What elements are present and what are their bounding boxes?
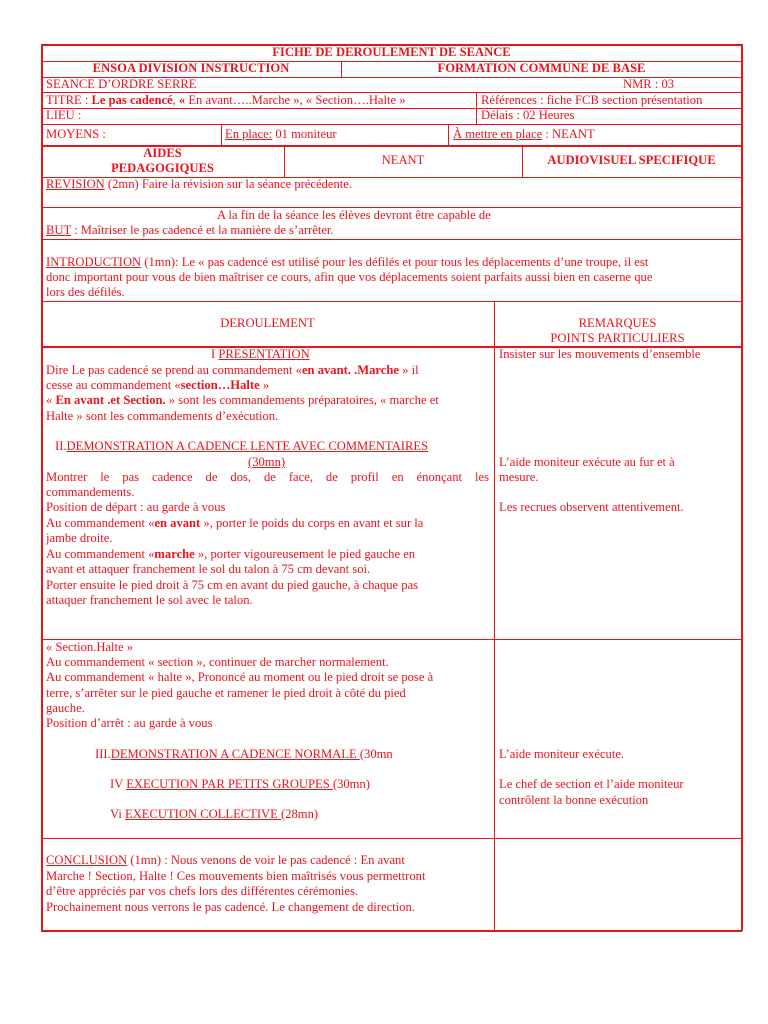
- seance-type: SEANCE D’ORDRE SERRE: [46, 77, 197, 91]
- section-title: EXECUTION PAR PETITS GROUPES: [126, 777, 333, 791]
- command-text: en avant: [154, 516, 201, 530]
- presentation-line: Halte » sont les commandements d’exécution.: [46, 409, 279, 423]
- aides-label-1: AIDES: [143, 146, 182, 160]
- divider: [41, 124, 742, 125]
- column-remarques-2: POINTS PARTICULIERS: [550, 331, 685, 345]
- demo-lente-text: avant et attaquer franchement le sol du talon à 75 cm devant soi.: [46, 562, 371, 576]
- but-text: : Maîtriser le pas cadencé et la manière de s’arrêter.: [70, 223, 334, 237]
- demo-lente-text: commandements.: [46, 485, 135, 499]
- border-bottom: [41, 930, 742, 932]
- divider: [41, 838, 742, 839]
- section-num: III.: [95, 747, 111, 761]
- demo-lente-time: [248, 455, 285, 471]
- delais: Délais : 02 Heures: [481, 108, 575, 122]
- revision-text: (2mn) Faire la révision sur la séance précédente.: [104, 177, 353, 191]
- section-num: II.: [55, 439, 67, 453]
- titre-quote: «: [178, 93, 186, 107]
- presentation-heading: [211, 347, 310, 363]
- text-segment: Au commandement «: [46, 547, 155, 561]
- column-deroulement: DEROULEMENT: [220, 316, 315, 330]
- en-place-label: En place:: [225, 127, 273, 141]
- section-time: (30mn): [248, 455, 286, 469]
- command-text: section…Halte: [180, 378, 260, 392]
- demo-lente-text: jambe droite.: [46, 531, 113, 545]
- introduction-text: (1mn): Le « pas cadencé est utilisé pour les défilés et pour tous les déplacements d’une troupe, il est: [141, 255, 649, 269]
- formation: FORMATION COMMUNE DE BASE: [437, 61, 646, 75]
- presentation-line: [46, 363, 419, 379]
- demo-lente-text: attaquer franchement le sol avec le talon.: [46, 593, 253, 607]
- text-segment: »: [259, 378, 270, 392]
- form-title: FICHE DE DEROULEMENT DE SEANCE: [272, 45, 511, 59]
- titre-line: [46, 93, 406, 109]
- a-mettre-value: : NEANT: [542, 127, 595, 141]
- conclusion-line: Prochainement nous verrons le pas cadencé. Le changement de direction.: [46, 900, 415, 914]
- section-halte-text: Au commandement « section », continuer de marcher normalement.: [46, 655, 389, 669]
- section-time: (28mn): [281, 807, 319, 821]
- remark: mesure.: [499, 470, 539, 484]
- organization: ENSOA DIVISION INSTRUCTION: [92, 61, 290, 75]
- remark: L’aide moniteur exécute au fur et à: [499, 455, 675, 469]
- section-title: DEMONSTRATION A CADENCE NORMALE: [110, 747, 360, 761]
- text-segment: », porter le poids du corps en avant et sur la: [200, 516, 424, 530]
- introduction-line-3: lors des défilés.: [46, 285, 125, 299]
- remark: L’aide moniteur exécute.: [499, 747, 625, 761]
- introduction-line-1: [46, 255, 648, 271]
- section-halte-text: Position d’arrêt : au garde à vous: [46, 716, 213, 730]
- titre-label: TITRE :: [46, 93, 92, 107]
- titre-rest: En avant…..Marche », « Section….Halte »: [185, 93, 406, 107]
- demo-normale-heading: [95, 747, 393, 763]
- command-text: marche: [154, 547, 195, 561]
- demo-lente-text: [46, 516, 423, 532]
- nmr: NMR : 03: [623, 77, 675, 91]
- divider: [494, 301, 495, 930]
- en-place-value: 01 moniteur: [272, 127, 337, 141]
- border-right: [741, 44, 743, 931]
- introduction-label: INTRODUCTION: [46, 255, 142, 269]
- demo-lente-heading: [55, 439, 428, 455]
- presentation-line: [46, 378, 269, 394]
- section-halte-title: « Section.Halte »: [46, 640, 134, 654]
- a-mettre: [453, 127, 595, 143]
- text-segment: cesse au commandement «: [46, 378, 181, 392]
- aides-label-2: PEDAGOGIQUES: [111, 161, 214, 175]
- command-text: en avant. .Marche: [301, 363, 399, 377]
- remark: contrôlent la bonne exécution: [499, 793, 649, 807]
- presentation-title: PRESENTATION: [218, 347, 310, 361]
- aides-neant: NEANT: [381, 153, 425, 167]
- audiovisuel: AUDIOVISUEL SPECIFIQUE: [547, 153, 716, 167]
- references: Références : fiche FCB section présentation: [481, 93, 703, 107]
- but-label: BUT: [46, 223, 71, 237]
- divider: [476, 92, 477, 124]
- en-place: [225, 127, 337, 143]
- section-time: (30mn: [359, 747, 393, 761]
- revision-label: REVISION: [46, 177, 105, 191]
- column-remarques-1: REMARQUES: [578, 316, 657, 330]
- titre-comma: ,: [172, 93, 179, 107]
- but-intro: A la fin de la séance les élèves devront être capable de: [217, 208, 491, 222]
- presentation-num: I: [211, 347, 219, 361]
- text-segment: Dire Le pas cadencé se prend au commandement «: [46, 363, 302, 377]
- remark: Les recrues observent attentivement.: [499, 500, 684, 514]
- remark: Insister sur les mouvements d’ensemble: [499, 347, 701, 361]
- revision: [46, 177, 352, 193]
- conclusion-line: d’être appréciés par vos chefs lors des différentes cérémonies.: [46, 884, 359, 898]
- text-segment: Au commandement «: [46, 516, 155, 530]
- divider: [41, 639, 742, 640]
- demo-lente-text: Porter ensuite le pied droit à 75 cm en avant du pied gauche, à chaque pas: [46, 578, 419, 592]
- introduction-line-2: donc important pour vous de bien maîtriser ce cours, afin que vos déplacements soient parfaits aussi bien en caserne que: [46, 270, 653, 284]
- divider: [448, 124, 449, 145]
- text-segment: » sont les commandements préparatoires, « marche et: [165, 393, 439, 407]
- text-segment: » il: [398, 363, 419, 377]
- section-halte-text: Au commandement « halte », Prononcé au moment ou le pied droit se pose à: [46, 670, 434, 684]
- a-mettre-label: À mettre en place: [453, 127, 543, 141]
- divider: [221, 124, 222, 145]
- moyens-label: MOYENS :: [46, 127, 106, 141]
- command-text: En avant .et Section.: [55, 393, 166, 407]
- presentation-line: [46, 393, 439, 409]
- section-num: Vi: [110, 807, 125, 821]
- divider: [41, 239, 742, 240]
- section-time: (30mn): [332, 777, 370, 791]
- lieu: LIEU :: [46, 108, 82, 122]
- execution-collective-heading: [110, 807, 318, 823]
- demo-lente-text: Montrer le pas cadence de dos, de face, de profil en énonçant les: [46, 470, 489, 484]
- section-halte-text: terre, s’arrêter sur le pied gauche et ramener le pied droit à côté du pied: [46, 686, 406, 700]
- border-left: [41, 44, 43, 931]
- divider: [41, 301, 742, 302]
- section-halte-text: gauche.: [46, 701, 85, 715]
- text-segment: », porter vigoureusement le pied gauche en: [194, 547, 416, 561]
- conclusion-line: Marche ! Section, Halte ! Ces mouvements bien maîtrisés vous permettront: [46, 869, 426, 883]
- but: [46, 223, 334, 239]
- section-num: IV: [110, 777, 127, 791]
- section-title: DEMONSTRATION A CADENCE LENTE AVEC COMMENTAIRES: [66, 439, 429, 453]
- demo-lente-text: Position de départ : au garde à vous: [46, 500, 226, 514]
- section-title: EXECUTION COLLECTIVE: [125, 807, 281, 821]
- conclusion-label: CONCLUSION: [46, 853, 128, 867]
- titre-main: Le pas cadencé: [91, 93, 173, 107]
- remark: Le chef de section et l’aide moniteur: [499, 777, 684, 791]
- conclusion-line: [46, 853, 405, 869]
- conclusion-text: (1mn) : Nous venons de voir le pas cadencé : En avant: [127, 853, 405, 867]
- text-segment: «: [46, 393, 56, 407]
- demo-lente-text: [46, 547, 415, 563]
- execution-groupes-heading: [110, 777, 370, 793]
